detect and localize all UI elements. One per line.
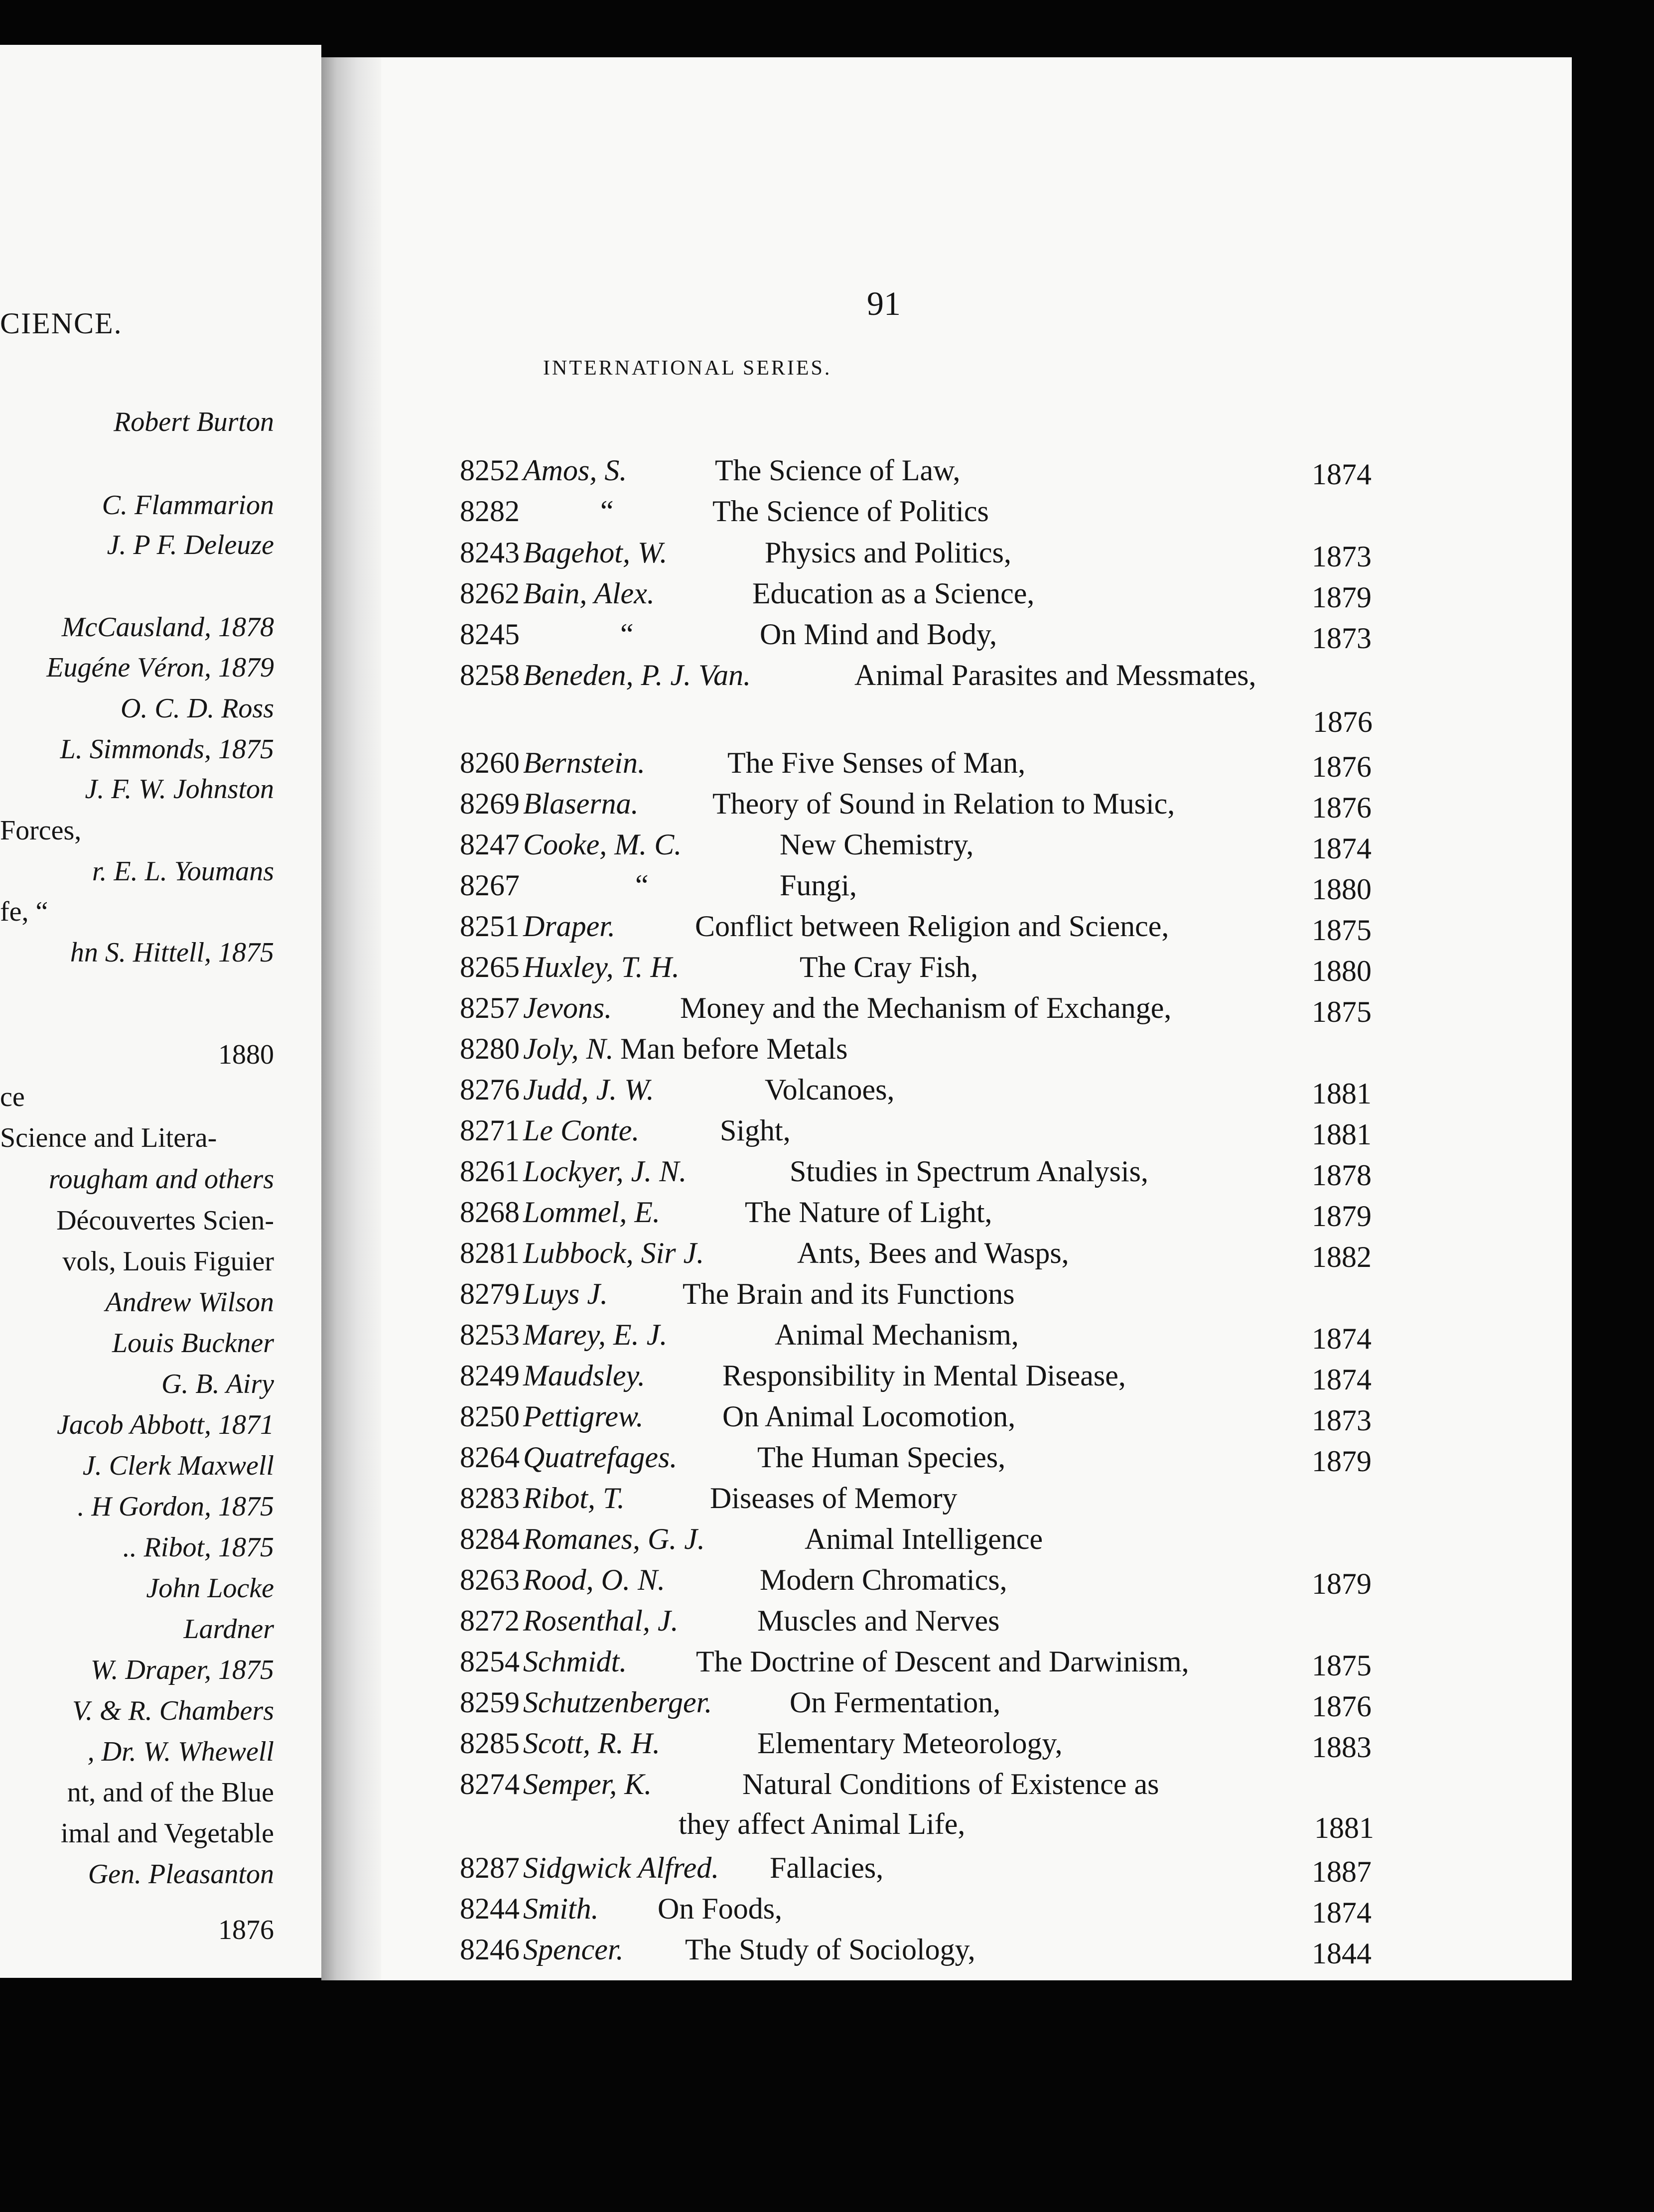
catalogue-entry xyxy=(381,1032,1572,1073)
catalogue-entry xyxy=(381,909,1572,950)
entry-number: 8262 xyxy=(460,577,520,610)
entry-title: The Study of Sociology, xyxy=(685,1933,975,1966)
entry-author: Beneden, P. J. Van. xyxy=(523,659,751,691)
entry-number: 8272 xyxy=(460,1604,520,1637)
entry-author: Marey, E. J. xyxy=(523,1318,668,1351)
entry-ditto: “ xyxy=(635,869,649,902)
catalogue-entry xyxy=(381,828,1572,868)
page-number: 91 xyxy=(867,284,901,322)
entry-year: 1873 xyxy=(1312,622,1372,655)
entry-number: 8247 xyxy=(460,828,520,861)
left-line: O. C. D. Ross xyxy=(120,693,274,724)
page-gutter-shadow xyxy=(321,57,381,1980)
entry-title: Natural Conditions of Existence as xyxy=(742,1768,1159,1800)
entry-number: 8259 xyxy=(460,1686,520,1719)
entry-author: Pettigrew. xyxy=(523,1400,644,1433)
catalogue-entry xyxy=(381,1399,1572,1440)
entry-year: 1874 xyxy=(1312,832,1372,865)
left-line: imal and Vegetable xyxy=(60,1818,274,1849)
entry-year: 1873 xyxy=(1312,1404,1372,1437)
left-line: G. B. Airy xyxy=(161,1369,274,1399)
left-line: .. Ribot, 1875 xyxy=(123,1532,274,1563)
entry-number: 8258 xyxy=(460,659,520,691)
entry-ditto: “ xyxy=(600,495,614,528)
entry-year: 1873 xyxy=(1312,540,1372,573)
left-line: Andrew Wilson xyxy=(105,1287,274,1318)
left-line: John Locke xyxy=(146,1573,274,1604)
catalogue-entry xyxy=(381,1933,1572,1973)
catalogue-entry xyxy=(381,1726,1572,1767)
series-heading: INTERNATIONAL SERIES. xyxy=(543,357,832,380)
left-line: Jacob Abbott, 1871 xyxy=(56,1409,274,1440)
entry-number: 8263 xyxy=(460,1563,520,1596)
entry-year: 1879 xyxy=(1312,1567,1372,1600)
left-line: J. F. W. Johnston xyxy=(85,774,274,805)
entry-year: 1876 xyxy=(1312,791,1372,824)
entry-number: 8283 xyxy=(460,1482,520,1515)
entry-number: 8252 xyxy=(460,454,520,487)
entry-number: 8253 xyxy=(460,1318,520,1351)
catalogue-entry xyxy=(381,453,1572,494)
catalogue-entry xyxy=(381,658,1572,699)
catalogue-entry xyxy=(381,787,1572,828)
entry-ditto: “ xyxy=(620,618,634,651)
entry-year: 1874 xyxy=(1312,1322,1372,1355)
catalogue-entry xyxy=(381,1277,1572,1318)
catalogue-entry xyxy=(381,746,1572,787)
entry-title: The Science of Law, xyxy=(715,454,961,487)
entry-year: 1875 xyxy=(1312,1649,1372,1682)
catalogue-entry xyxy=(381,576,1572,617)
entry-number: 8243 xyxy=(460,536,520,569)
left-line: rougham and others xyxy=(48,1164,274,1195)
entry-author: Lubbock, Sir J. xyxy=(523,1237,704,1269)
entry-title: Studies in Spectrum Analysis, xyxy=(790,1155,1148,1188)
left-line: 1880 xyxy=(218,1039,274,1070)
facing-page-left xyxy=(0,45,321,1978)
entry-year: 1879 xyxy=(1312,1445,1372,1478)
entry-title: Muscles and Nerves xyxy=(757,1604,1000,1637)
catalogue-entry xyxy=(381,536,1572,576)
entry-title: On Animal Locomotion, xyxy=(722,1400,1016,1433)
entry-author: Maudsley. xyxy=(523,1359,645,1392)
entry-year: 1881 xyxy=(1312,1077,1372,1110)
entry-year: 1876 xyxy=(1312,1690,1372,1723)
left-line: Eugéne Véron, 1879 xyxy=(46,652,274,683)
entry-title: Money and the Mechanism of Exchange, xyxy=(680,991,1172,1024)
entry-title: The Five Senses of Man, xyxy=(727,746,1026,779)
left-line: McCausland, 1878 xyxy=(61,612,274,643)
left-line: nt, and of the Blue xyxy=(67,1777,274,1808)
catalogue-entry xyxy=(381,1522,1572,1563)
catalogue-entry xyxy=(381,868,1572,909)
catalogue-entry xyxy=(381,1851,1572,1892)
left-line: Louis Buckner xyxy=(112,1328,274,1359)
entry-year: 1883 xyxy=(1312,1731,1372,1764)
entry-title: Fallacies, xyxy=(770,1851,884,1884)
catalogue-entry xyxy=(381,1113,1572,1154)
catalogue-entry xyxy=(381,1359,1572,1399)
entry-number: 8260 xyxy=(460,746,520,779)
entry-title-continuation: they affect Animal Life, xyxy=(679,1807,965,1840)
entry-author: Smith. xyxy=(523,1892,599,1925)
entry-author: Bernstein. xyxy=(523,746,645,779)
entry-number: 8250 xyxy=(460,1400,520,1433)
entry-title: Diseases of Memory xyxy=(710,1482,958,1515)
left-line: W. Draper, 1875 xyxy=(90,1655,274,1685)
entry-year: 1878 xyxy=(1312,1159,1372,1192)
entry-number: 8284 xyxy=(460,1522,520,1555)
left-line: hn S. Hittell, 1875 xyxy=(70,937,274,968)
entry-author: Schmidt. xyxy=(523,1645,627,1678)
entry-title: Volcanoes, xyxy=(765,1073,895,1106)
entry-author: Lommel, E. xyxy=(523,1196,660,1229)
entry-author: Judd, J. W. xyxy=(523,1073,654,1106)
catalogue-entry xyxy=(381,1154,1572,1195)
entry-author: Le Conte. xyxy=(523,1114,640,1147)
left-line: 1876 xyxy=(218,1915,274,1945)
entry-author: Rosenthal, J. xyxy=(523,1604,679,1637)
entry-title: On Fermentation, xyxy=(790,1686,1001,1719)
entry-number: 8274 xyxy=(460,1768,520,1800)
left-line: fe, “ xyxy=(0,896,48,927)
entry-author: Rood, O. N. xyxy=(523,1563,665,1596)
entry-number: 8279 xyxy=(460,1277,520,1310)
left-line: . H Gordon, 1875 xyxy=(77,1491,274,1522)
entry-year: 1844 xyxy=(1312,1937,1372,1970)
entry-number: 8271 xyxy=(460,1114,520,1147)
entry-author: Huxley, T. H. xyxy=(523,951,680,983)
entry-number: 8282 xyxy=(460,495,520,528)
entry-number: 8287 xyxy=(460,1851,520,1884)
entry-title: Animal Intelligence xyxy=(805,1522,1043,1555)
entry-number: 8281 xyxy=(460,1237,520,1269)
entry-number: 8276 xyxy=(460,1073,520,1106)
entry-year: 1874 xyxy=(1312,458,1372,491)
left-line: J. Clerk Maxwell xyxy=(82,1450,274,1481)
catalogue-entry xyxy=(381,1236,1572,1277)
entry-number: 8254 xyxy=(460,1645,520,1678)
entry-title: Sight, xyxy=(720,1114,791,1147)
entry-title: Physics and Politics, xyxy=(765,536,1012,569)
entry-number: 8267 xyxy=(460,869,520,902)
entry-title: Modern Chromatics, xyxy=(760,1563,1007,1596)
entry-title: On Mind and Body, xyxy=(760,618,997,651)
entry-title: The Human Species, xyxy=(757,1441,1006,1474)
catalogue-entry xyxy=(381,1563,1572,1604)
entry-author: Ribot, T. xyxy=(523,1482,625,1515)
entry-year: 1881 xyxy=(1312,1118,1372,1151)
entry-year: 1874 xyxy=(1312,1896,1372,1929)
entry-title: The Science of Politics xyxy=(712,495,989,528)
entry-title: Elementary Meteorology, xyxy=(757,1727,1063,1760)
entry-year: 1887 xyxy=(1312,1855,1372,1888)
entry-author: Bain, Alex. xyxy=(523,577,655,610)
entry-author: Amos, S. xyxy=(523,454,627,487)
entry-year: 1879 xyxy=(1312,581,1372,614)
catalogue-entry xyxy=(381,1604,1572,1645)
entry-year: 1880 xyxy=(1312,873,1372,906)
entry-year: 1876 xyxy=(1313,705,1373,738)
left-line: V. & R. Chambers xyxy=(72,1695,274,1726)
left-line: Forces, xyxy=(0,815,82,846)
catalogue-entry xyxy=(381,494,1572,535)
entry-author: Cooke, M. C. xyxy=(523,828,682,861)
entry-author: Romanes, G. J. xyxy=(523,1522,705,1555)
entry-author: Sidgwick Alfred. xyxy=(523,1851,719,1884)
entry-author: Scott, R. H. xyxy=(523,1727,660,1760)
entry-year: 1875 xyxy=(1312,914,1372,947)
catalogue-entry xyxy=(381,617,1572,658)
left-line: vols, Louis Figuier xyxy=(62,1246,274,1277)
entry-author: Jevons. xyxy=(523,991,612,1024)
entry-author: Schutzenberger. xyxy=(523,1686,712,1719)
catalogue-entry xyxy=(381,991,1572,1032)
entry-number: 8261 xyxy=(460,1155,520,1188)
catalogue-entry xyxy=(381,950,1572,991)
catalogue-entry xyxy=(381,1645,1572,1685)
catalogue-entry xyxy=(381,1685,1572,1726)
entry-title: Ants, Bees and Wasps, xyxy=(797,1237,1069,1269)
catalogue-entry xyxy=(381,1440,1572,1481)
entry-number: 8251 xyxy=(460,910,520,943)
catalogue-entry xyxy=(381,1073,1572,1113)
entry-author: Spencer. xyxy=(523,1933,624,1966)
catalogue-page xyxy=(381,57,1572,1980)
entry-author: Luys J. xyxy=(523,1277,608,1310)
entry-number: 8249 xyxy=(460,1359,520,1392)
left-page-heading: CIENCE. xyxy=(0,307,123,340)
entry-year: 1875 xyxy=(1312,995,1372,1028)
entry-number: 8268 xyxy=(460,1196,520,1229)
left-line: Science and Litera- xyxy=(0,1122,217,1153)
catalogue-entry xyxy=(381,1195,1572,1236)
entry-title: New Chemistry, xyxy=(780,828,974,861)
entry-title: Education as a Science, xyxy=(752,577,1035,610)
entry-title: Animal Parasites and Messmates, xyxy=(854,659,1256,691)
entry-title: The Nature of Light, xyxy=(745,1196,992,1229)
left-line: L. Simmonds, 1875 xyxy=(60,734,274,765)
entry-author: Quatrefages. xyxy=(523,1441,678,1474)
entry-year: 1881 xyxy=(1314,1811,1374,1844)
left-line: r. E. L. Youmans xyxy=(92,856,274,887)
entry-title: Fungi, xyxy=(780,869,857,902)
entry-number: 8245 xyxy=(460,618,520,651)
entry-title: The Cray Fish, xyxy=(800,951,978,983)
left-line: C. Flammarion xyxy=(102,490,274,521)
left-line: J. P F. Deleuze xyxy=(107,530,274,560)
catalogue-entry xyxy=(381,1481,1572,1522)
entry-year: 1879 xyxy=(1312,1200,1372,1233)
entry-title: Man before Metals xyxy=(620,1032,848,1065)
left-line: Lardner xyxy=(183,1614,274,1645)
entry-author: Draper. xyxy=(523,910,616,943)
catalogue-entry xyxy=(381,1767,1572,1808)
entry-year: 1882 xyxy=(1312,1241,1372,1273)
entry-title: The Brain and its Functions xyxy=(683,1277,1015,1310)
entry-number: 8257 xyxy=(460,991,520,1024)
entry-author: Lockyer, J. N. xyxy=(523,1155,687,1188)
catalogue-entry xyxy=(381,1318,1572,1359)
entry-title: Animal Mechanism, xyxy=(775,1318,1019,1351)
entry-title: Responsibility in Mental Disease, xyxy=(722,1359,1126,1392)
entry-author: Joly, N. xyxy=(523,1032,614,1065)
entry-author: Blaserna. xyxy=(523,787,639,820)
catalogue-entry xyxy=(381,1892,1572,1933)
entry-number: 8280 xyxy=(460,1032,520,1065)
entry-year: 1880 xyxy=(1312,955,1372,987)
entry-title: Conflict between Religion and Science, xyxy=(695,910,1169,943)
entry-number: 8269 xyxy=(460,787,520,820)
left-line: , Dr. W. Whewell xyxy=(87,1736,274,1767)
entry-title: The Doctrine of Descent and Darwinism, xyxy=(696,1645,1189,1678)
left-line: Gen. Pleasanton xyxy=(88,1859,274,1890)
entry-title: Theory of Sound in Relation to Music, xyxy=(712,787,1175,820)
entry-number: 8265 xyxy=(460,951,520,983)
entry-number: 8264 xyxy=(460,1441,520,1474)
entry-number: 8244 xyxy=(460,1892,520,1925)
entry-number: 8285 xyxy=(460,1727,520,1760)
left-line: Découvertes Scien- xyxy=(56,1205,274,1236)
entry-title: On Foods, xyxy=(658,1892,783,1925)
entry-year: 1876 xyxy=(1312,750,1372,783)
entry-author: Bagehot, W. xyxy=(523,536,668,569)
entry-author: Semper, K. xyxy=(523,1768,652,1800)
left-line: Robert Burton xyxy=(114,407,274,437)
entry-year: 1874 xyxy=(1312,1363,1372,1396)
left-line: ce xyxy=(0,1082,25,1112)
entry-number: 8246 xyxy=(460,1933,520,1966)
